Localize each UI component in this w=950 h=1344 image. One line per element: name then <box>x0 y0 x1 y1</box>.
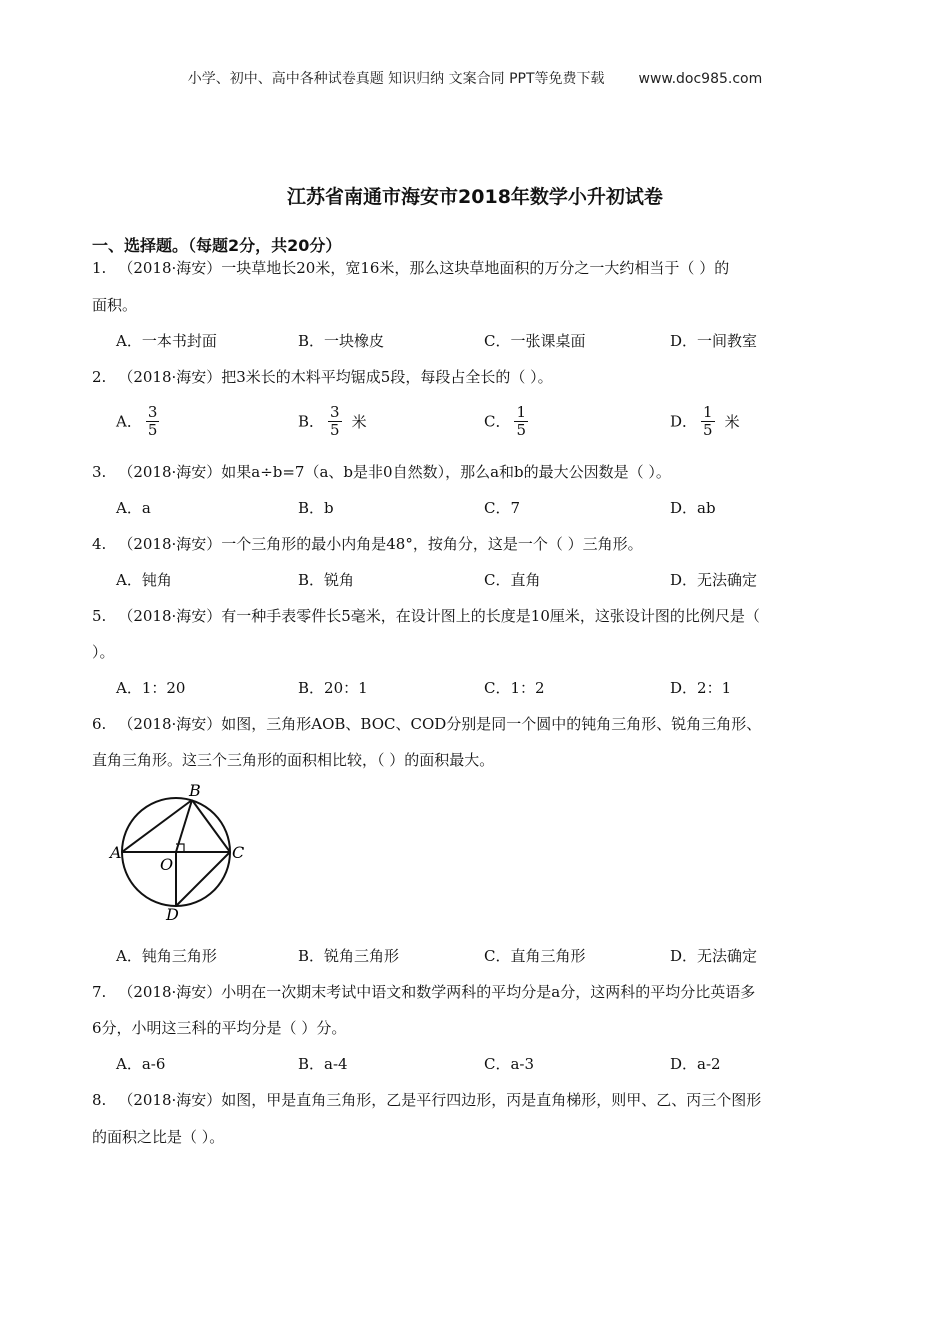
question-3-line-1 <box>92 462 671 482</box>
q3-option-c[interactable]: C．7 <box>484 499 521 517</box>
q6-option-c[interactable]: C．直角三角形 <box>484 947 586 965</box>
q3-option-a[interactable]: A．a <box>116 499 151 517</box>
question-4-line-1 <box>92 534 643 554</box>
q1-option-c[interactable]: C．一张课桌面 <box>484 332 586 350</box>
q4-option-c[interactable]: C．直角 <box>484 571 541 589</box>
q2-option-b[interactable]: B． $\frac{3}{5}$ 米 <box>298 403 367 439</box>
question-6-number: 6. <box>92 715 107 733</box>
question-1-line-1 <box>92 258 729 278</box>
q7-option-b[interactable]: B．a-4 <box>298 1055 348 1073</box>
q5-option-c[interactable]: C．1：2 <box>484 679 545 697</box>
fraction: $\frac{3}{5}$ <box>330 403 340 439</box>
label-o: O <box>160 855 174 874</box>
question-4-number: 4. <box>92 535 107 553</box>
q5-option-a[interactable]: A．1：20 <box>116 679 186 697</box>
fraction: $\frac{1}{5}$ <box>703 403 713 439</box>
section-heading: 一、选择题。（每题2分，共20分） <box>92 236 342 255</box>
circle-triangle-figure <box>108 780 248 920</box>
fraction: $\frac{3}{5}$ <box>147 403 158 439</box>
q6-option-b[interactable]: B．锐角三角形 <box>298 947 400 965</box>
question-5-line-2: ）。 <box>92 643 115 661</box>
exam-title: 江苏省南通市海安市2018年数学小升初试卷 <box>287 186 663 208</box>
question-5-text: （2018·海安）有一种手表零件长5毫米，在设计图上的长度是10厘米，这张设计图的比例尺是（ <box>118 607 760 625</box>
q6-option-d[interactable]: D．无法确定 <box>670 947 758 965</box>
question-2-text: （2018·海安）把3米长的木料平均锯成5段，每段占全长的（ ）。 <box>118 368 553 386</box>
question-1-number: 1. <box>92 259 107 277</box>
q3-option-d[interactable]: D．ab <box>670 499 716 517</box>
q1-option-a[interactable]: A．一本书封面 <box>116 332 217 350</box>
fraction: $\frac{1}{5}$ <box>516 403 527 439</box>
question-1-text: （2018·海安）一块草地长20米，宽16米，那么这块草地面积的万分之一大约相当于（ ）的 <box>118 259 730 277</box>
question-6-line-2: 直角三角形。这三个三角形的面积相比较，（ ）的面积最大。 <box>92 751 495 769</box>
question-6-text: （2018·海安）如图，三角形AOB、BOC、COD分别是同一个圆中的钝角三角形、锐角三角形、 <box>118 715 762 733</box>
q4-option-b[interactable]: B．锐角 <box>298 571 355 589</box>
q1-option-b[interactable]: B．一块橡皮 <box>298 332 385 350</box>
q2-option-a[interactable]: A． $\frac{3}{5}$ <box>116 403 158 439</box>
q6-option-a[interactable]: A．钝角三角形 <box>116 947 217 965</box>
q7-option-a[interactable]: A．a-6 <box>116 1055 166 1073</box>
question-6-line-1 <box>92 714 761 734</box>
page-header <box>0 68 950 88</box>
q1-option-d[interactable]: D．一间教室 <box>670 332 758 350</box>
question-7-text: （2018·海安）小明在一次期末考试中语文和数学两科的平均分是a分，这两科的平均分比英语多 <box>118 983 756 1001</box>
question-5-number: 5. <box>92 607 107 625</box>
question-3-text: （2018·海安）如果a÷b=7（a、b是非0自然数），那么a和b的最大公因数是（ ）。 <box>118 463 671 481</box>
q5-option-d[interactable]: D．2：1 <box>670 679 732 697</box>
question-2-line-1 <box>92 367 553 387</box>
q7-option-d[interactable]: D．a-2 <box>670 1055 721 1073</box>
q3-option-b[interactable]: B．b <box>298 499 334 517</box>
q4-option-d[interactable]: D．无法确定 <box>670 571 758 589</box>
label-c: C <box>232 843 245 862</box>
question-8-number: 8. <box>92 1091 107 1109</box>
question-8-line-1 <box>92 1090 761 1110</box>
question-8-text: （2018·海安）如图，甲是直角三角形，乙是平行四边形，丙是直角梯形，则甲、乙、丙三个图形 <box>118 1091 762 1109</box>
question-7-number: 7. <box>92 983 107 1001</box>
label-b: B <box>189 781 201 800</box>
question-5-line-1 <box>92 606 760 626</box>
header-text: 小学、初中、高中各种试卷真题 知识归纳 文案合同 PPT等免费下载 <box>187 71 605 87</box>
label-a: A <box>110 843 122 862</box>
header-site[interactable]: www.doc985.com <box>638 71 763 87</box>
question-7-line-1 <box>92 982 755 1002</box>
question-7-line-2: 6分，小明这三科的平均分是（ ）分。 <box>92 1019 347 1037</box>
q2-option-d[interactable]: D． $\frac{1}{5}$ 米 <box>670 403 740 439</box>
question-3-number: 3. <box>92 463 107 481</box>
q2-option-c[interactable]: C． $\frac{1}{5}$ <box>484 403 527 439</box>
question-4-text: （2018·海安）一个三角形的最小内角是48°，按角分，这是一个（ ）三角形。 <box>118 535 643 553</box>
q4-option-a[interactable]: A．钝角 <box>116 571 172 589</box>
question-2-number: 2. <box>92 368 107 386</box>
question-8-line-2: 的面积之比是（ ）。 <box>92 1128 225 1146</box>
label-d: D <box>166 905 179 920</box>
q5-option-b[interactable]: B．20：1 <box>298 679 368 697</box>
q7-option-c[interactable]: C．a-3 <box>484 1055 535 1073</box>
question-1-line-2: 面积。 <box>92 296 138 314</box>
